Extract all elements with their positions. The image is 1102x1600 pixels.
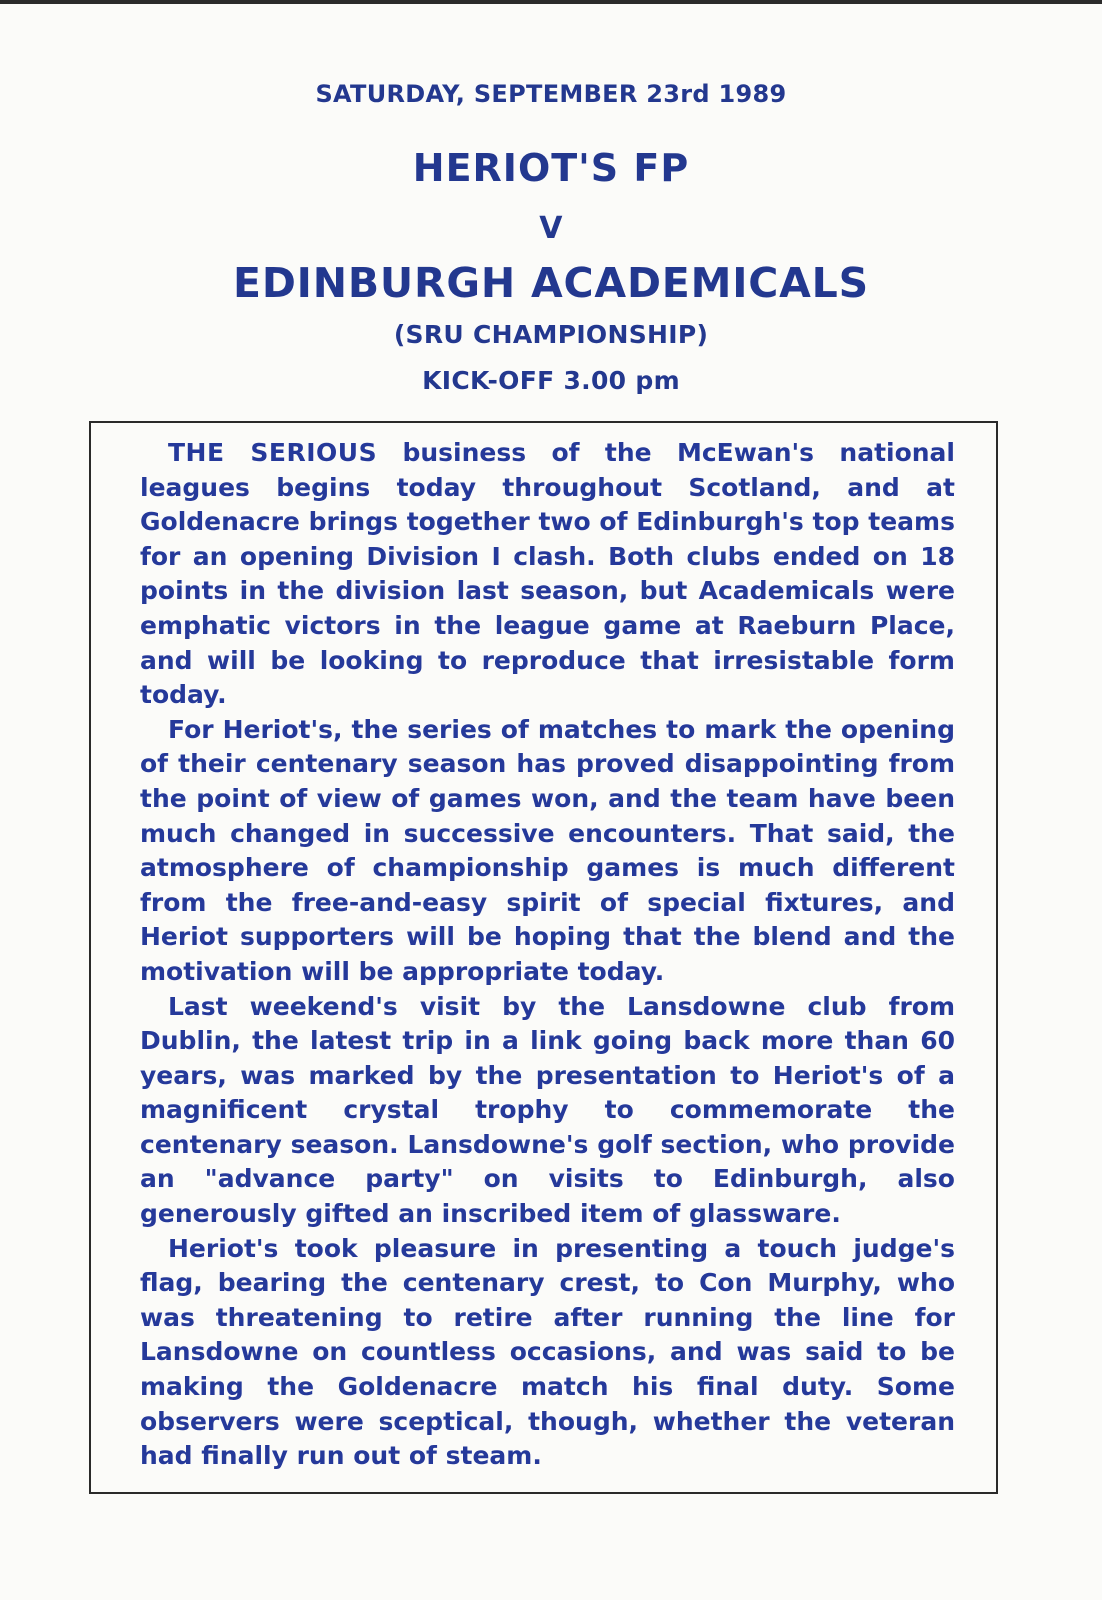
versus-label: V [539,211,563,246]
kickoff-time: KICK-OFF 3.00 pm [422,366,680,395]
article-paragraph-1-text: business of the McEwan's national leagues begins today throughout Scotland, and at Goldenacre brings together two of Edinburgh's top teams for an opening Division I clash. Both clubs ended on 18 points in the division last season, but Academicals were emphatic victors in the league game at Raeburn Place, and will be looking to reproduce that irresistable form today. [140,438,955,710]
match-date: SATURDAY, SEPTEMBER 23rd 1989 [315,80,787,108]
article-body [140,436,955,1474]
article-paragraph-2: For Heriot's, the series of matches to mark the opening of their centenary season has proved disappointing from the point of view of games won, and the team have been much changed in successive encounters. That said, the atmosphere of championship games is much different from the free-and-easy spirit of special fixtures, and Heriot supporters will be hoping that the blend and the motivation will be appropriate today. [140,714,955,986]
competition-label: (SRU CHAMPIONSHIP) [393,320,709,349]
page-top-edge [0,0,1102,4]
article-lead-words: THE SERIOUS [168,438,378,467]
article-paragraph-3: Last weekend's visit by the Lansdowne club from Dublin, the latest trip in a link going back more than 60 years, was marked by the presentation to Heriot's of a magnificent crystal trophy to commemorate the centenary season. Lansdowne's golf section, who provide an "advance party" on visits to Edinburgh, also generously gifted an inscribed item of glassware. [140,991,955,1229]
article-paragraph-4: Heriot's took pleasure in presenting a touch judge's flag, bearing the centenary crest, to Con Murphy, who was threatening to retire after running the line for Lansdowne on countless occasions, and was said to be making the Goldenacre match his final duty. Some observers were sceptical, though, whether the veteran had finally run out of steam. [140,1233,955,1471]
away-team-title: EDINBURGH ACADEMICALS [233,259,869,307]
article-paragraph-1 [140,436,955,713]
home-team-title: HERIOT'S FP [412,146,690,190]
